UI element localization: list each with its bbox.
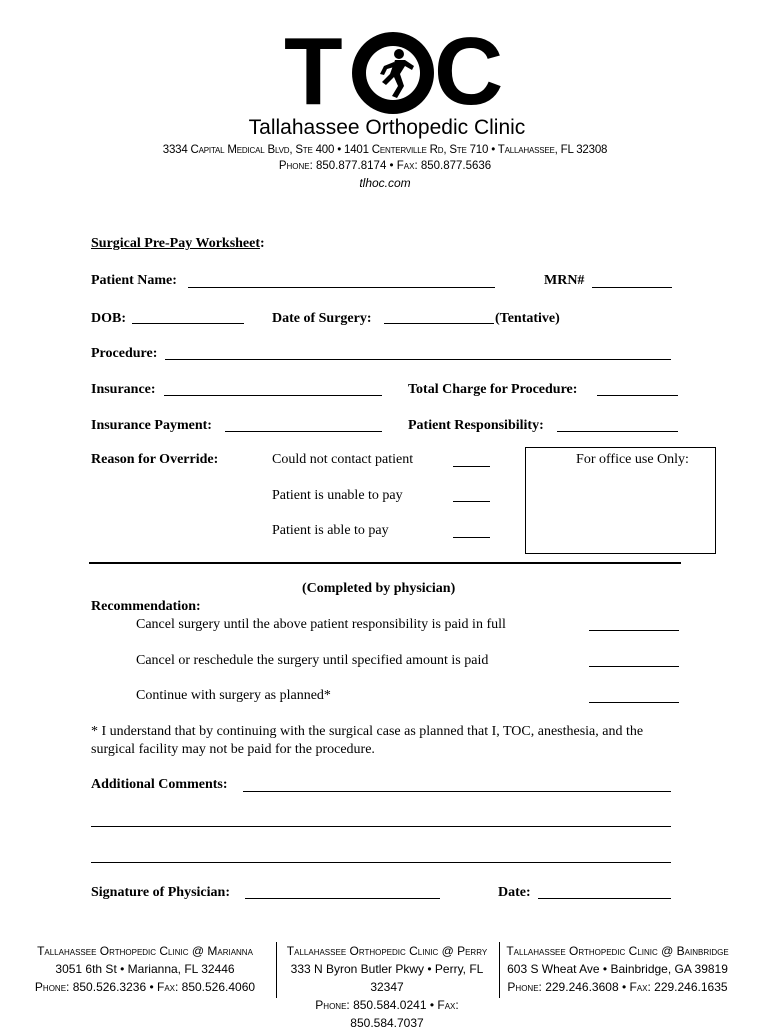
patient-name-field[interactable] — [188, 287, 495, 288]
total-charge-label: Total Charge for Procedure: — [408, 382, 578, 397]
additional-comments-label: Additional Comments: — [91, 777, 228, 792]
additional-comments-line[interactable] — [91, 826, 671, 827]
location-address: 333 N Byron Butler Pkwy • Perry, FL 32347 — [290, 962, 484, 994]
footer-divider — [276, 942, 277, 998]
override-option-field[interactable] — [453, 501, 490, 502]
recommendation-option-field[interactable] — [589, 702, 679, 703]
toc-logo: T C — [284, 18, 502, 125]
additional-comments-field[interactable] — [243, 791, 671, 792]
override-option-label: Could not contact patient — [272, 452, 414, 467]
signature-label: Signature of Physician: — [91, 885, 230, 900]
clinic-website: tlhoc.com — [359, 176, 411, 190]
procedure-field[interactable] — [165, 359, 671, 360]
dob-field[interactable] — [132, 323, 244, 324]
location-phone: Phone: 229.246.3608 • Fax: 229.246.1635 — [507, 980, 728, 994]
dob-label: DOB: — [91, 311, 126, 326]
footer-location — [505, 942, 730, 996]
office-use-label: For office use Only: — [576, 452, 689, 467]
override-option-field[interactable] — [453, 466, 490, 467]
clinic-address: 3334 Capital Medical Blvd, Ste 400 • 1401 Centerville Rd, Ste 710 • Tallahassee, FL 32308 — [162, 144, 608, 156]
footer-location — [30, 942, 260, 996]
reason-override-label: Reason for Override: — [91, 452, 219, 467]
patient-name-label: Patient Name: — [91, 273, 177, 288]
form-title-wrap — [91, 236, 265, 252]
location-phone: Phone: 850.526.3236 • Fax: 850.526.4060 — [34, 980, 256, 994]
form-title-colon: : — [260, 236, 265, 251]
location-address: 603 S Wheat Ave • Bainbridge, GA 39819 — [507, 962, 728, 976]
date-of-surgery-field[interactable] — [384, 323, 494, 324]
insurance-field[interactable] — [164, 395, 382, 396]
disclaimer-text: * I understand that by continuing with the surgical case as planned that I, TOC, anesthesia, and the surgical facility may not be paid for the procedure. — [91, 724, 644, 757]
section-divider — [89, 562, 681, 564]
recommendation-label: Recommendation: — [91, 599, 201, 614]
office-use-box — [525, 447, 716, 554]
recommendation-option-label: Cancel surgery until the above patient responsibility is paid in full — [136, 617, 506, 632]
recommendation-option-label: Continue with surgery as planned* — [136, 688, 331, 703]
date-field[interactable] — [538, 898, 671, 899]
date-of-surgery-label: Date of Surgery: — [272, 311, 372, 326]
clinic-phone: Phone: 850.877.8174 • Fax: 850.877.5636 — [278, 160, 492, 172]
additional-comments-line[interactable] — [91, 862, 671, 863]
override-option-label: Patient is able to pay — [272, 523, 389, 538]
clinic-name: Tallahassee Orthopedic Clinic — [248, 116, 526, 139]
patient-responsibility-field[interactable] — [557, 431, 678, 432]
location-name: Tallahassee Orthopedic Clinic @ Perry — [286, 944, 488, 958]
runner-logo-icon — [350, 30, 436, 116]
patient-responsibility-label: Patient Responsibility: — [408, 418, 544, 433]
location-name: Tallahassee Orthopedic Clinic @ Marianna — [37, 944, 253, 958]
completed-by-label: (Completed by physician) — [302, 581, 456, 596]
footer-location — [282, 942, 492, 1032]
total-charge-field[interactable] — [597, 395, 678, 396]
override-option-label: Patient is unable to pay — [272, 488, 403, 503]
insurance-payment-field[interactable] — [225, 431, 382, 432]
procedure-label: Procedure: — [91, 346, 158, 361]
insurance-payment-label: Insurance Payment: — [91, 418, 212, 433]
location-address: 3051 6th St • Marianna, FL 32446 — [55, 962, 235, 976]
mrn-field[interactable] — [592, 287, 672, 288]
signature-field[interactable] — [245, 898, 440, 899]
date-label: Date: — [498, 885, 531, 900]
mrn-label: MRN# — [544, 273, 585, 288]
location-phone: Phone: 850.584.0241 • Fax: 850.584.7037 — [315, 998, 459, 1030]
recommendation-option-field[interactable] — [589, 630, 679, 631]
form-title: Surgical Pre-Pay Worksheet — [91, 236, 261, 251]
recommendation-option-field[interactable] — [589, 666, 679, 667]
location-name: Tallahassee Orthopedic Clinic @ Bainbridge — [506, 944, 729, 958]
footer-divider — [499, 942, 500, 998]
override-option-field[interactable] — [453, 537, 490, 538]
recommendation-option-label: Cancel or reschedule the surgery until specified amount is paid — [136, 653, 489, 668]
tentative-label: (Tentative) — [495, 311, 560, 326]
insurance-label: Insurance: — [91, 382, 156, 397]
